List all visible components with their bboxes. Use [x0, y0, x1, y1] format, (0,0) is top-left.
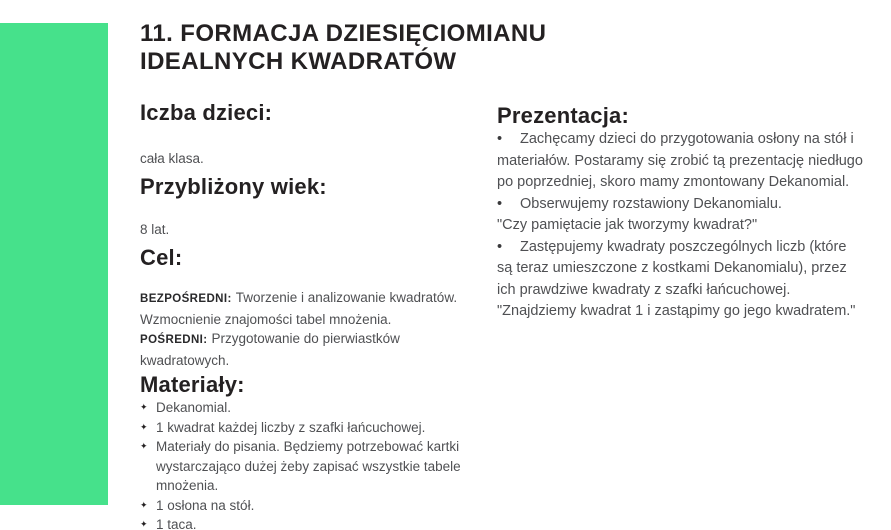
list-item — [140, 515, 492, 530]
diamond-bullet-icon: ✦ — [140, 519, 148, 529]
children-count-text: cała klasa. — [140, 151, 204, 166]
page-title-line1: 11. FORMACJA DZIESIĘCIOMIANU — [140, 20, 547, 47]
green-accent-bar — [0, 23, 108, 505]
goal-direct-label: BEZPOŚREDNI: — [140, 293, 232, 305]
diamond-bullet-icon: ✦ — [140, 441, 148, 451]
presentation-bullet-item — [497, 194, 864, 216]
list-item — [140, 496, 492, 516]
section-heading-approx-age: Przybliżony wiek: — [140, 173, 327, 199]
diamond-bullet-icon: ✦ — [140, 402, 148, 412]
dot-bullet-icon: • — [497, 195, 503, 212]
section-heading-goal: Cel: — [140, 245, 183, 270]
two-column-layout — [140, 76, 864, 530]
page-title-line2: IDEALNYCH KWADRATÓW — [140, 48, 457, 75]
presentation-quote — [497, 301, 864, 323]
presentation-bullet-item — [497, 237, 864, 302]
quote-text: "Znajdziemy kwadrat 1 i zastąpimy go jego kwadratem." — [497, 303, 856, 319]
dot-bullet-icon: • — [497, 131, 503, 147]
material-text: Dekanomial. — [156, 400, 232, 415]
diamond-bullet-icon: ✦ — [140, 421, 148, 432]
quote-text: "Czy pamiętacie jak tworzymy kwadrat?" — [497, 217, 758, 233]
presentation-quote — [497, 215, 864, 237]
presentation-text: Zachęcamy dzieci do przygotowania osłony na stół i materiałów. Postaramy się zrobić tą prezentację niedługo po poprzedniej, skoro mamy zmontowany Dekanomial. — [497, 131, 863, 190]
page-title — [140, 20, 864, 76]
dot-bullet-icon: • — [497, 238, 503, 255]
approx-age-text: 8 lat. — [140, 221, 170, 237]
goal-indirect-text — [140, 329, 492, 370]
section-heading-presentation: Prezentacja: — [497, 103, 630, 128]
list-item — [140, 437, 492, 496]
section-heading-materials: Materiały: — [140, 372, 245, 397]
presentation-text: Obserwujemy rozstawiony Dekanomialu. — [520, 195, 782, 212]
presentation-bullet-item — [497, 129, 864, 194]
left-column — [140, 76, 492, 530]
goal-direct-text — [140, 288, 492, 329]
material-text: 1 kwadrat każdej liczby z szafki łańcuchowej. — [156, 419, 426, 435]
diamond-bullet-icon: ✦ — [140, 499, 148, 510]
right-column — [497, 76, 864, 323]
goal-direct-body: Tworzenie i analizowanie kwadratów. Wzmocnienie znajomości tabel mnożenia. — [140, 290, 458, 327]
material-text: Materiały do pisania. Będziemy potrzebować kartki wystarczająco dużej żeby zapisać wszystkie tabele mnożenia. — [156, 439, 461, 493]
section-heading-children-count: Iczba dzieci: — [140, 100, 273, 125]
presentation-text: Zastępujemy kwadraty poszczególnych liczb (które są teraz umieszczone z kostkami Dekanomialu), przez ich prawdziwe kwadraty z szafki łańcuchowej. — [497, 238, 847, 298]
list-item — [140, 418, 492, 438]
material-text: 1 osłona na stół. — [156, 497, 255, 513]
list-item — [140, 398, 492, 418]
material-text: 1 taca. — [156, 517, 197, 530]
goal-indirect-body: Przygotowanie do pierwiastków kwadratowych. — [140, 331, 400, 368]
materials-list — [140, 398, 492, 530]
goal-indirect-label: POŚREDNI: — [140, 334, 208, 346]
page-content — [140, 20, 864, 530]
